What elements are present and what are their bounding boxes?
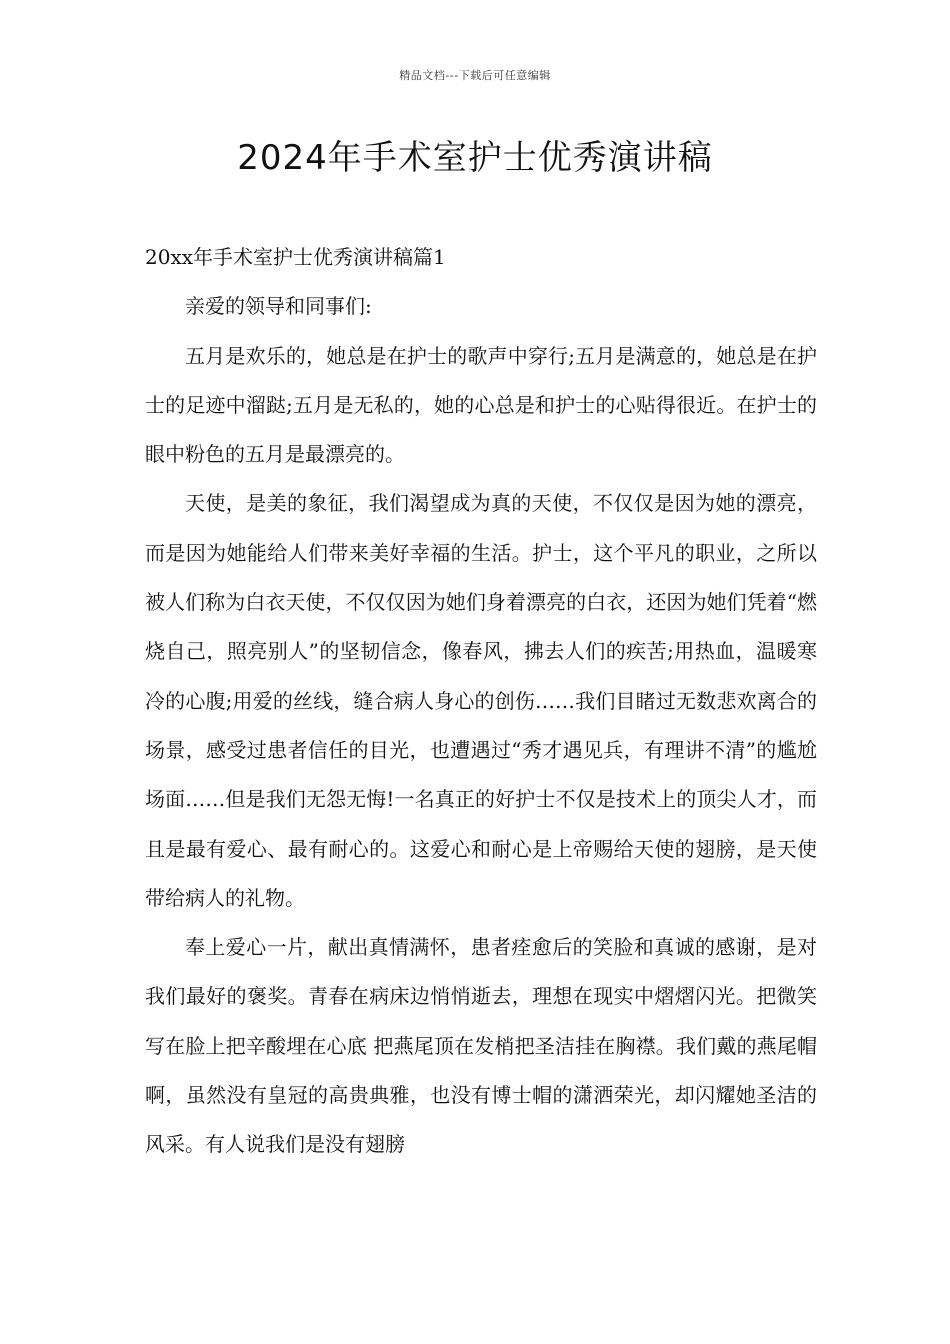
salutation: 亲爱的领导和同事们: [185,294,372,319]
document-body [145,233,817,1170]
header-note: 精品文档---下载后可任意编辑 [399,69,551,82]
paragraph: 五月是欢乐的，她总是在护士的歌声中穿行;五月是满意的，她总是在护士的足迹中溜跶;五月是无私的，她的心总是和护士的心贴得很近。在护士的眼中粉色的五月是最漂亮的。 [145,343,817,467]
document-title: 2024年手术室护士优秀演讲稿 [237,138,713,178]
paragraph: 奉上爱心一片，献出真情满怀，患者痊愈后的笑脸和真诚的感谢，是对我们最好的褒奖。青春在病床边悄悄逝去，理想在现实中熠熠闪光。把微笑写在脸上把辛酸埋在心底 把燕尾顶在发梢把圣洁挂在胸襟。我们戴的燕尾帽啊，虽然没有皇冠的高贵典雅，也没有博士帽的潇洒荣光，却闪耀她圣洁的风采。有人说我们是没有翅膀 [145,935,817,1157]
section-heading: 20xx年手术室护士优秀演讲稿篇1 [145,245,446,269]
paragraph: 天使，是美的象征，我们渴望成为真的天使，不仅仅是因为她的漂亮，而是因为她能给人们带来美好幸福的生活。护士，这个平凡的职业，之所以被人们称为白衣天使，不仅仅因为她们身着漂亮的白衣，还因为她们凭着“燃烧自己，照亮别人”的坚韧信念，像春风，拂去人们的疾苦;用热血，温暖寒冷的心腹;用爱的丝线，缝合病人身心的创伤……我们目睹过无数悲欢离合的场景，感受过患者信任的目光，也遭遇过“秀才遇见兵，有理讲不清”的尴尬场面……但是我们无怨无悔!一名真正的好护士不仅是技术上的顶尖人才，而且是最有爱心、最有耐心的。这爱心和耐心是上帝赐给天使的翅膀，是天使带给病人的礼物。 [145,491,817,910]
